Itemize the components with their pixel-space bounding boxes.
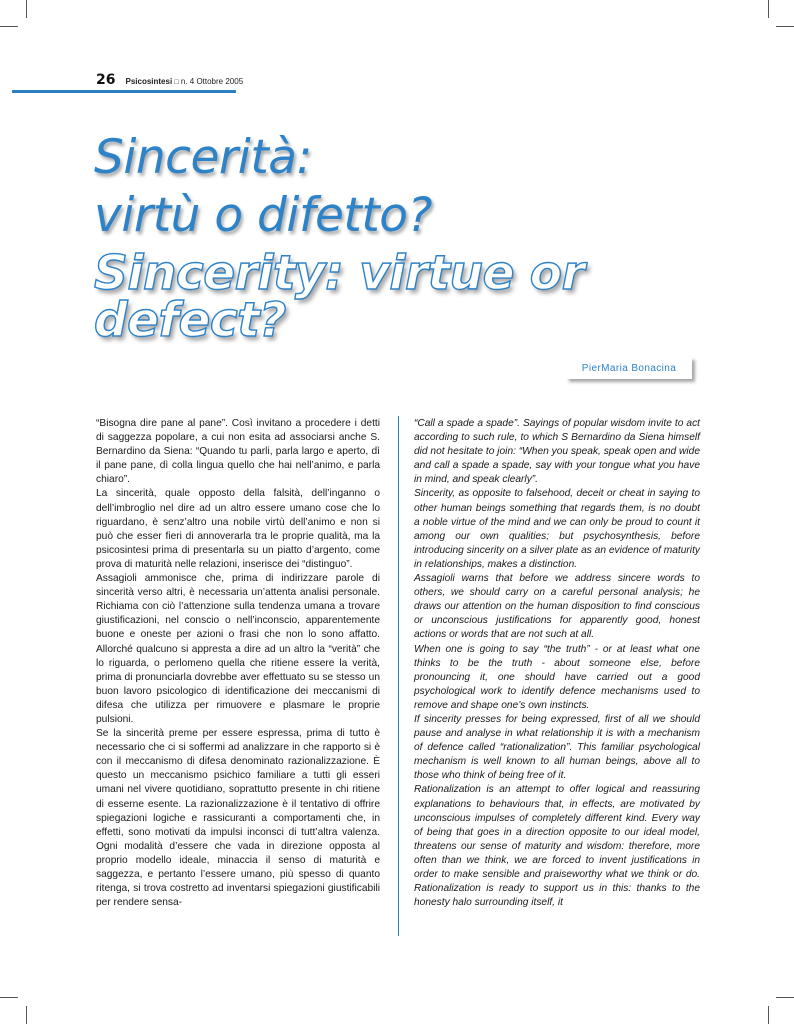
issue-date: n. 4 Ottobre 2005: [180, 77, 244, 86]
crop-mark: [776, 997, 794, 998]
italian-paragraph: La sincerità, quale opposto della falsità, dell’inganno o dell’imbroglio nel dire ad un altro essere umano cose che lo riguardano, è senz’altro una nobile virtù dell’animo e non si può che esser fieri di annoverarla tra le proprie qualità, ma la psicosintesi prima di presentarla su un piatto d’argento, come prova di maturità nelle relazioni, inserisce dei “distinguo”.: [96, 488, 380, 570]
italian-paragraph: “Bisogna dire pane al pane”. Così invitano a procedere i detti di saggezza popolare, a cui non esita ad associarsi anche S. Bernardino da Siena: “Quando tu parli, parla largo e aperto, dì il pane pane, dì colla lingua quello che hai nell’animo, e parla chiaro”.: [96, 418, 380, 486]
italian-column: [96, 417, 380, 910]
magazine-name: Psicosintesi: [125, 77, 173, 86]
crop-mark: [26, 0, 27, 18]
title-italian-line2: virtù o difetto?: [94, 188, 432, 243]
title-block: [90, 128, 710, 348]
crop-mark: [26, 1006, 27, 1024]
author-box: [566, 357, 692, 379]
english-paragraph: Assagioli warns that before we address sincere words to others, we should carry on a careful personal analysis; he draws our attention on the human disposition to find conscious or unconscious justifications for apparently good, honest actions or words that are not such at all.: [414, 573, 700, 641]
crop-mark: [776, 26, 794, 27]
italian-paragraph: Se la sincerità preme per essere espressa, prima di tutto è necessario che ci si soffermi ad analizzare in che rapporto si è con il meccanismo di difesa denominato razionalizzazione. È questo un meccanismo psichico familiare a tutti gli esseri umani nel vivere quotidiano, soprattutto presente in chi ritiene di esserne esente. La razionalizzazione è il tentativo di offrire spiegazioni logiche e rassicuranti a comportamenti che, in effetti, sono motivati da impulsi inconsci di tutt’altra valenza. Ogni modalità d’essere che vada in direzione opposta al proprio modello ideale, minaccia il senso di maturità e saggezza, e pertanto l’essere umano, più spesso di quanto ritenga, si trova costretto ad inventarsi spiegazioni giustificabili per rendere sensa-: [96, 728, 380, 909]
running-header: [96, 72, 243, 90]
english-paragraph: When one is going to say “the truth” - or at least what one thinks to be the truth - about someone else, before pronouncing it, one should have carried out a good psychological work to identify defence mechanisms used to remove and shape one’s own instincts.: [414, 643, 700, 711]
crop-mark: [768, 1006, 769, 1024]
header-rule: [12, 90, 236, 93]
english-column: [414, 417, 700, 910]
italian-paragraph: Assagioli ammonisce che, prima di indirizzare parole di sincerità verso altri, è necessaria un’attenta analisi personale. Richiama con ciò l’attenzione sulla tendenza umana a trovare giustificazioni, nel conscio o nell’inconscio, apparentemente buone e oneste per azioni o frasi che non lo sono affatto. Allorché qualcuno si appresta a dire ad un altro la “verità” che lo riguarda, o perlomeno quella che ritiene essere la verità, prima di pronunciarla dovrebbe aver effettuato su se stesso un buon lavoro psicologico di identificazione dei meccanismi di difesa che utilizza per rimuovere e plasmare le proprie pulsioni.: [96, 573, 380, 725]
crop-mark: [0, 26, 18, 27]
author-name: PierMaria Bonacina: [581, 362, 677, 374]
page-number: 26: [96, 72, 116, 88]
column-divider: [398, 416, 399, 936]
english-paragraph: Rationalization is an attempt to offer logical and reassuring explanations to behaviours that, in effects, are motivated by unconscious impulses of completely different kind. Every way of being that goes in a direction opposite to our ideal model, threatens our sense of maturity and wisdom: therefore, more often than we think, we are forced to invent justifications in order to make sensible and praiseworthy what we think or do. Rationalization is ready to support us in this: thanks to the honesty halo surrounding itself, it: [414, 784, 700, 909]
english-paragraph: If sincerity presses for being expressed, first of all we should pause and analyse in what relationship it is with a mechanism of defence called “rationalization”. This familiar psychological mechanism is well known to all human beings, above all to those who think of being free of it.: [414, 713, 700, 782]
english-paragraph: Sincerity, as opposite to falsehood, deceit or cheat in saying to other human beings something that regards them, is no doubt a noble virtue of the mind and we can only be proud to count it among our own qualities; but psychosynthesis, before introducing sincerity on a silver plate as an evidence of maturity in relationships, makes a distinction.: [414, 488, 700, 570]
crop-mark: [0, 997, 18, 998]
title-italian-line1: Sincerità:: [94, 130, 312, 185]
issue-info: [125, 77, 243, 86]
title-english: Sincerity: virtue or defect?: [94, 246, 585, 348]
crop-mark: [768, 0, 769, 18]
english-paragraph: “Call a spade a spade”. Sayings of popular wisdom invite to act according to such rule, to which S Bernardino da Siena himself did not hesitate to join: “When you speak, speak open and wide and call a spade a spade, say with your tongue what you have in mind, and speak clearly”.: [414, 418, 701, 486]
issue-separator: □: [174, 79, 179, 86]
